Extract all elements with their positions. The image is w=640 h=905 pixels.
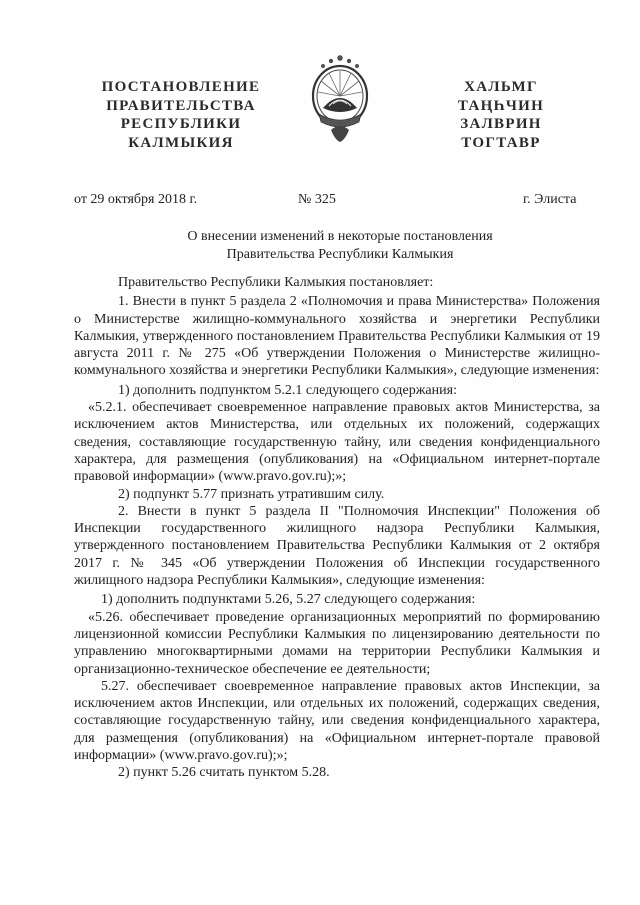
header-left-title bbox=[96, 78, 266, 152]
header-left-line: РЕСПУБЛИКИ bbox=[120, 116, 242, 132]
document-city: г. Элиста bbox=[523, 192, 577, 207]
paragraph-1: 1. Внести в пункт 5 раздела 2 «Полномочия и права Министерства» Положения о Министерстве жилищно-коммунального хозяйства и энергетики Республики Калмыкия, утвержденного постановлением Правительства Республики Калмыкия от 19 августа 2011 г. № 275 «Об утверждении Положения о Министерстве жилищно-коммунального хозяйства и энергетики Республики Калмыкия», следующие изменения: bbox=[74, 294, 600, 379]
title-line: О внесении изменений в некоторые постановления bbox=[187, 229, 493, 244]
header-right-line: ТАҢҺЧИН bbox=[457, 97, 545, 114]
intro-paragraph: Правительство Республики Калмыкия постановляет: bbox=[118, 275, 434, 290]
quote-5-27: 5.27. обеспечивает своевременное направление правовых актов Инспекции, за исключением актов Инспекции, или отдельных их положений, содержащих сведения, составляющие государственную тайну, или сведения конфиденциального характера, для размещения (опубликования) на «Официальном интернет-портале правовой информации» (www.pravo.gov.ru);»; bbox=[74, 678, 600, 764]
document-number: № 325 bbox=[298, 192, 336, 207]
header-right-title bbox=[436, 78, 566, 152]
document-title bbox=[110, 228, 570, 264]
subitem-1-2: 2) подпункт 5.77 признать утратившим силу. bbox=[118, 486, 385, 502]
quote-5-26: «5.26. обеспечивает проведение организационных мероприятий по формированию лицензионной комиссии Республики Калмыкия по лицензированию деятельности по управлению многоквартирными домами на территории Республики Калмыкия и организационно-техническое обеспечение ее деятельности; bbox=[74, 609, 600, 677]
kalmykia-coat-of-arms-icon bbox=[309, 54, 371, 146]
header-right-line: ХАЛЬМГ bbox=[464, 79, 538, 95]
header-right-line: ЗАЛВРИН bbox=[460, 116, 542, 132]
subitem-2-2: 2) пункт 5.26 считать пунктом 5.28. bbox=[118, 765, 330, 781]
subitem-1-1: 1) дополнить подпунктом 5.2.1 следующего содержания: bbox=[118, 382, 457, 398]
header-left-line: КАЛМЫКИЯ bbox=[128, 134, 234, 151]
document-body bbox=[74, 274, 600, 782]
paragraph-2: 2. Внести в пункт 5 раздела II "Полномочия Инспекции" Положения об Инспекции государственного жилищного надзора Республики Калмыкия, утвержденного постановлением Правительства Республики Калмыкия от 2 октября 2017 г. № 345 «Об утверждении Положения об Инспекции государственного жилищного надзора Республики Калмыкия», следующие изменения: bbox=[74, 503, 600, 589]
header-left-line: ПРАВИТЕЛЬСТВА bbox=[106, 97, 256, 114]
header-left-line: ПОСТАНОВЛЕНИЕ bbox=[101, 79, 261, 95]
quote-5-2-1: «5.2.1. обеспечивает своевременное направление правовых актов Министерства, за исключением актов Министерства, или отдельных их положений, содержащих сведения, составляющие государственную тайну, или сведения конфиденциального характера, для размещения (опубликования) на «Официальном интернет-портале правовой информации» (www.pravo.gov.ru);»; bbox=[74, 400, 600, 485]
header-right-line: ТОГТАВР bbox=[461, 134, 541, 151]
document-date: от 29 октября 2018 г. bbox=[74, 192, 198, 207]
title-line: Правительства Республики Калмыкия bbox=[226, 247, 454, 262]
subitem-2-1: 1) дополнить подпунктами 5.26, 5.27 следующего содержания: bbox=[101, 592, 476, 608]
